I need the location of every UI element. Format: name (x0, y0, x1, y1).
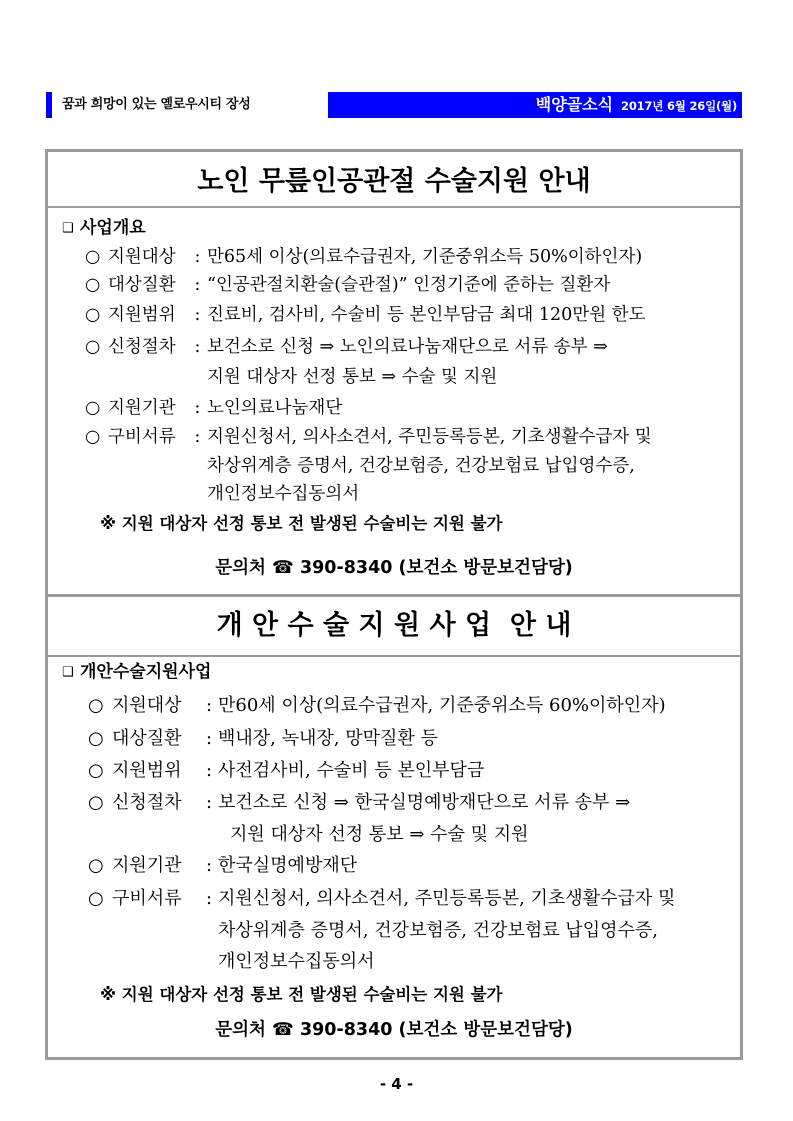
separator: : (194, 305, 201, 325)
item-text: 한국실명예방재단 (218, 855, 358, 876)
notice (100, 983, 502, 1007)
contact-line (48, 1017, 740, 1043)
circle-bullet-icon: ○ (85, 275, 101, 295)
contact-line (48, 555, 740, 581)
list-item (85, 273, 610, 297)
item-text-continuation: 차상위계층 증명서, 건강보험증, 건강보험료 납입영수증, (218, 920, 658, 941)
phone-number: 390-8340 (299, 1020, 393, 1040)
list-item (88, 853, 357, 879)
separator: : (205, 855, 213, 876)
item-label: 대상질환 (112, 728, 182, 749)
item-text: 보건소로 신청 ⇒ 한국실명예방재단으로 서류 송부 ⇒ (218, 792, 631, 813)
notice-text: 지원 대상자 선정 통보 전 발생된 수술비는 지원 불가 (121, 514, 503, 533)
header-banner (328, 92, 742, 118)
issue-date: 2017년 6월 26일(월) (621, 99, 737, 113)
notice (100, 512, 502, 536)
checkbox-bullet-icon: ❑ (62, 665, 74, 680)
item-label: 지원범위 (108, 305, 176, 325)
item-text: 노인의료나눔재단 (207, 398, 343, 418)
item-label: 구비서류 (112, 888, 182, 909)
item-label: 지원대상 (108, 247, 176, 267)
reference-mark-icon: ※ (100, 514, 117, 533)
header-slogan: 꿈과 희망이 있는 옐로우시티 장성 (62, 97, 251, 112)
item-label: 지원기관 (108, 398, 176, 418)
circle-bullet-icon: ○ (85, 427, 101, 447)
item-text-continuation: 지원 대상자 선정 통보 ⇒ 수술 및 지원 (230, 824, 529, 845)
item-text: 사전검사비, 수술비 등 본인부담금 (218, 760, 485, 781)
circle-bullet-icon: ○ (85, 305, 101, 325)
item-text-continuation: 차상위계층 증명서, 건강보험증, 건강보험료 납입영수증, (207, 456, 635, 476)
item-text: 지원신청서, 의사소견서, 주민등록등본, 기초생활수급자 및 (207, 427, 652, 447)
item-text: “인공관절치환술(슬관절)” 인정기준에 준하는 질환자 (207, 275, 611, 295)
header-accent-bar (46, 92, 52, 118)
separator: : (205, 728, 213, 749)
item-text-continuation: 개인정보수집동의서 (218, 951, 375, 972)
notice-text: 지원 대상자 선정 통보 전 발생된 수술비는 지원 불가 (121, 985, 503, 1004)
separator: : (194, 247, 201, 267)
subheading-text: 개안수술지원사업 (80, 662, 212, 682)
separator: : (194, 337, 201, 357)
checkbox-bullet-icon: ❑ (62, 221, 74, 236)
list-item (85, 335, 608, 359)
item-label: 신청절차 (112, 792, 182, 813)
section-subheading (62, 660, 211, 685)
list-item (88, 886, 675, 912)
circle-bullet-icon: ○ (88, 760, 104, 781)
circle-bullet-icon: ○ (88, 888, 104, 909)
separator: : (205, 888, 213, 909)
page-number: - 4 - (379, 1075, 414, 1093)
circle-bullet-icon: ○ (88, 728, 104, 749)
item-text: 지원신청서, 의사소견서, 주민등록등본, 기초생활수급자 및 (218, 888, 676, 909)
phone-icon: ☎ (272, 1020, 294, 1040)
divider (48, 206, 740, 208)
section-title: 개 안 수 술 지 원 사 업 안 내 (216, 610, 572, 641)
item-label: 지원범위 (112, 760, 182, 781)
item-text: 백내장, 녹내장, 망막질환 등 (218, 728, 438, 749)
separator: : (205, 760, 213, 781)
circle-bullet-icon: ○ (85, 398, 101, 418)
item-text: 진료비, 검사비, 수술비 등 본인부담금 최대 120만원 한도 (207, 305, 646, 325)
circle-bullet-icon: ○ (88, 792, 104, 813)
item-text: 보건소로 신청 ⇒ 노인의료나눔재단으로 서류 송부 ⇒ (207, 337, 608, 357)
list-item (88, 693, 666, 719)
circle-bullet-icon: ○ (88, 855, 104, 876)
item-label: 지원기관 (112, 855, 182, 876)
subheading-text: 사업개요 (80, 218, 146, 238)
phone-number: 390-8340 (299, 558, 393, 578)
divider (48, 655, 740, 657)
contact-department: (보건소 방문보건담당) (398, 558, 573, 578)
item-text-continuation: 개인정보수집동의서 (207, 484, 360, 504)
separator: : (205, 792, 213, 813)
circle-bullet-icon: ○ (85, 247, 101, 267)
item-label: 구비서류 (108, 427, 176, 447)
separator: : (194, 275, 201, 295)
list-item (85, 396, 342, 420)
circle-bullet-icon: ○ (85, 337, 101, 357)
contact-label: 문의처 (215, 558, 266, 578)
item-text: 만65세 이상(의료수급권자, 기준중위소득 50%이하인자) (207, 247, 643, 267)
item-label: 대상질환 (108, 275, 176, 295)
list-item (88, 726, 438, 752)
section-divider (48, 594, 740, 597)
section-title: 노인 무릎인공관절 수술지원 안내 (197, 166, 591, 197)
list-item (85, 303, 645, 327)
phone-icon: ☎ (272, 558, 294, 578)
reference-mark-icon: ※ (100, 985, 117, 1004)
separator: : (194, 427, 201, 447)
list-item (88, 758, 484, 784)
separator: : (194, 398, 201, 418)
newsletter-name: 백양골소식 (535, 95, 614, 114)
separator: : (205, 695, 213, 716)
item-text-continuation: 지원 대상자 선정 통보 ⇒ 수술 및 지원 (207, 367, 498, 387)
item-label: 신청절차 (108, 337, 176, 357)
list-item (88, 790, 630, 816)
list-item (85, 245, 642, 269)
section-subheading (62, 216, 146, 241)
contact-department: (보건소 방문보건담당) (398, 1020, 573, 1040)
circle-bullet-icon: ○ (88, 695, 104, 716)
list-item (85, 425, 652, 449)
item-label: 지원대상 (112, 695, 182, 716)
contact-label: 문의처 (215, 1020, 266, 1040)
item-text: 만60세 이상(의료수급권자, 기준중위소득 60%이하인자) (218, 695, 666, 716)
